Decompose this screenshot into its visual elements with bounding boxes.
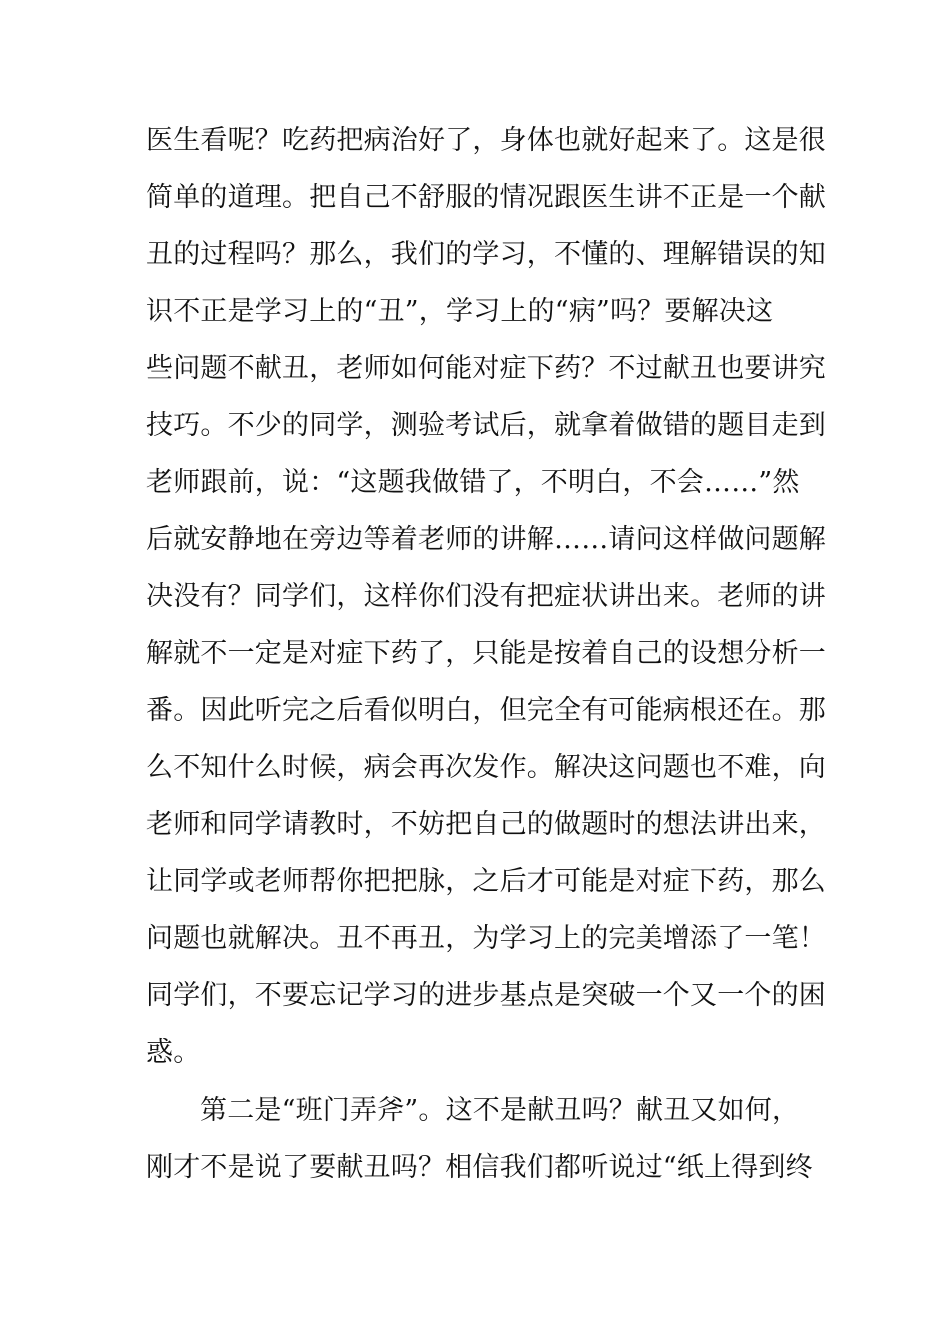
text-line: 老师跟前，说：“这题我做错了，不明白，不会……”然 — [146, 467, 800, 498]
text-line: 简单的道理。把自己不舒服的情况跟医生讲不正是一个献 — [146, 182, 826, 213]
text-line: 解就不一定是对症下药了，只能是按着自己的设想分析一 — [146, 638, 826, 669]
text-line: 识不正是学习上的“丑”，学习上的“病”吗？要解决这 — [146, 296, 774, 327]
text-line: 刚才不是说了要献丑吗？相信我们都听说过“纸上得到终 — [146, 1152, 813, 1183]
text-line: 丑的过程吗？那么，我们的学习，不懂的、理解错误的知 — [146, 239, 826, 270]
text-line: 惑。 — [146, 1037, 201, 1068]
text-line: 么不知什么时候，病会再次发作。解决这问题也不难，向 — [146, 752, 826, 783]
text-line: 些问题不献丑，老师如何能对症下药？不过献丑也要讲究 — [146, 353, 826, 384]
text-line: 决没有？同学们，这样你们没有把症状讲出来。老师的讲 — [146, 581, 826, 612]
text-line: 问题也就解决。丑不再丑，为学习上的完美增添了一笔！ — [146, 923, 826, 954]
text-line: 后就安静地在旁边等着老师的讲解……请问这样做问题解 — [146, 524, 826, 555]
text-line: 第二是“班门弄斧”。这不是献丑吗？献丑又如何， — [200, 1095, 800, 1126]
text-line: 同学们，不要忘记学习的进步基点是突破一个又一个的困 — [146, 980, 826, 1011]
text-line: 老师和同学请教时，不妨把自己的做题时的想法讲出来， — [146, 809, 826, 840]
text-line: 技巧。不少的同学，测验考试后，就拿着做错的题目走到 — [146, 410, 826, 441]
text-line: 番。因此听完之后看似明白，但完全有可能病根还在。那 — [146, 695, 826, 726]
text-line: 医生看呢？吃药把病治好了，身体也就好起来了。这是很 — [146, 125, 826, 156]
text-line: 让同学或老师帮你把把脉，之后才可能是对症下药，那么 — [146, 866, 826, 897]
